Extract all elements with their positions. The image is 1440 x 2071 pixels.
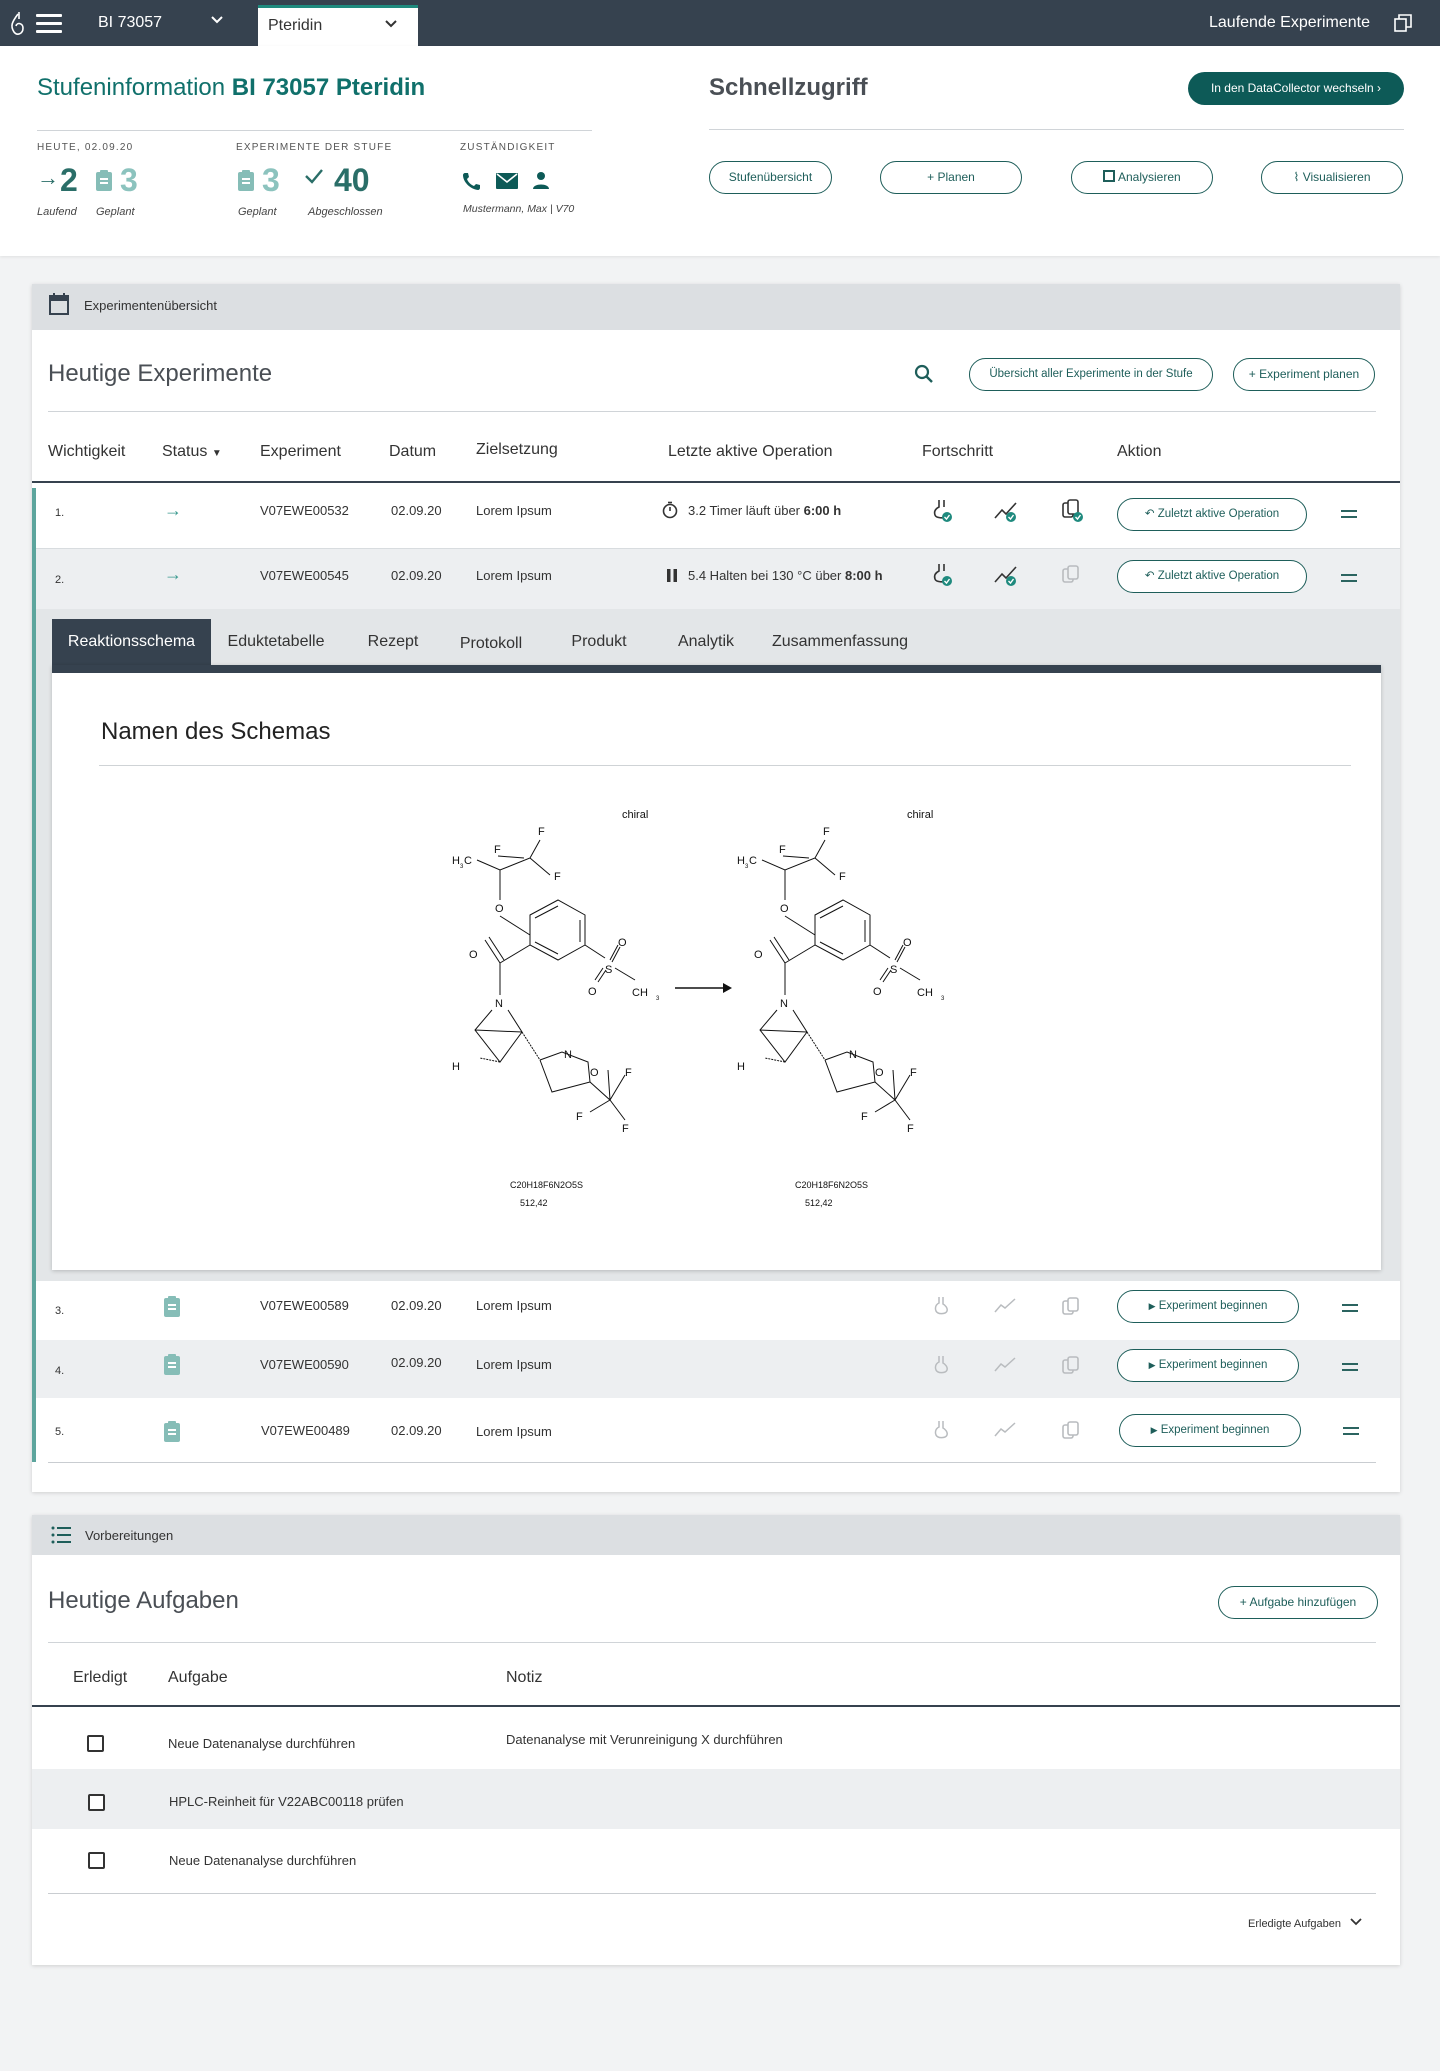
svg-text:S: S — [605, 964, 613, 976]
header-rule — [32, 481, 1400, 483]
status-running-icon: → — [164, 564, 182, 584]
stage-done-count: 40 — [334, 162, 370, 198]
divider — [99, 765, 1351, 766]
col-header-done[interactable]: Erledigt — [73, 1669, 128, 1686]
tab-educt-table[interactable]: Eduktetabelle — [227, 633, 325, 650]
svg-text:chiral: chiral — [622, 809, 649, 821]
svg-text:O: O — [754, 949, 763, 961]
experiment-id[interactable]: V07EWE00590 — [260, 1357, 349, 1372]
svg-text:C: C — [464, 855, 472, 867]
flask-done-icon — [932, 562, 954, 593]
planned-label: Geplant — [96, 206, 135, 218]
product-structure — [737, 809, 945, 1208]
svg-text:chiral: chiral — [907, 809, 934, 821]
divider — [48, 1893, 1376, 1894]
svg-text:O: O — [469, 949, 478, 961]
arrow-right-icon: → — [37, 165, 59, 190]
chart-icon: ⌇ — [1293, 170, 1300, 184]
svg-text:C: C — [749, 855, 757, 867]
experiment-date: 02.09.20 — [391, 1423, 442, 1438]
col-header-last-operation[interactable]: Letzte aktive Operation — [668, 443, 833, 460]
svg-text:3: 3 — [460, 864, 464, 870]
chevron-down-icon[interactable] — [210, 12, 224, 29]
svg-text:N: N — [495, 998, 503, 1010]
running-label: Laufend — [37, 206, 77, 218]
tab-rule — [52, 665, 1381, 673]
all-experiments-button[interactable]: Übersicht aller Experimente in der Stufe — [969, 358, 1213, 391]
samples-icon — [1061, 564, 1081, 589]
planned-label: Geplant — [238, 206, 277, 218]
divider — [48, 1642, 1376, 1643]
search-icon[interactable] — [914, 364, 934, 389]
reactant-structure — [452, 809, 660, 1208]
status-running-icon: → — [164, 500, 182, 520]
drag-handle-icon[interactable] — [1341, 510, 1357, 518]
experiments-title: Heutige Experimente — [48, 360, 273, 387]
start-experiment-button[interactable]: ▶ Experiment beginnen — [1117, 1290, 1299, 1323]
play-icon: ▶ — [1150, 1425, 1158, 1435]
svg-text:F: F — [494, 844, 501, 856]
col-header-status[interactable]: Status ▼ — [162, 443, 222, 460]
analyze-button[interactable]: Analysieren — [1071, 161, 1213, 194]
visualize-button[interactable]: ⌇ Visualisieren — [1261, 161, 1403, 194]
task-note: Datenanalyse mit Verunreinigung X durchführen — [506, 1732, 783, 1747]
tab-analytics[interactable]: Analytik — [677, 633, 735, 650]
flask-done-icon — [932, 498, 954, 529]
chevron-down-icon — [384, 16, 398, 33]
svg-text:F: F — [910, 1067, 917, 1079]
col-header-action[interactable]: Aktion — [1117, 443, 1162, 460]
svg-text:3: 3 — [941, 996, 945, 1002]
menu-icon[interactable] — [36, 14, 62, 34]
list-icon — [51, 1526, 71, 1549]
svg-text:F: F — [839, 871, 846, 883]
svg-text:512,42: 512,42 — [520, 1198, 548, 1208]
svg-text:N: N — [780, 998, 788, 1010]
status-planned-icon — [164, 1356, 180, 1375]
chart-icon — [994, 1298, 1016, 1319]
experiment-goal: Lorem Ipsum — [476, 1298, 552, 1313]
task-text: HPLC-Reinheit für V22ABC00118 prüfen — [169, 1794, 404, 1809]
task-checkbox[interactable] — [87, 1735, 104, 1752]
svg-text:F: F — [907, 1123, 914, 1135]
svg-text:H: H — [737, 855, 745, 867]
planned-count: 3 — [120, 162, 138, 198]
app-logo-icon — [8, 10, 28, 38]
completed-tasks-toggle[interactable]: Erledigte Aufgaben — [1248, 1917, 1362, 1930]
svg-text:H: H — [452, 855, 460, 867]
start-experiment-button[interactable]: ▶ Experiment beginnen — [1119, 1414, 1301, 1447]
task-checkbox[interactable] — [88, 1852, 105, 1869]
chevron-right-icon: › — [1377, 81, 1382, 95]
check-icon — [304, 168, 324, 189]
flask-icon — [934, 1355, 950, 1380]
experiment-id[interactable]: V07EWE00532 — [260, 503, 349, 518]
svg-text:CH: CH — [917, 987, 933, 999]
row-rank: 2. — [55, 574, 65, 586]
chevron-down-icon — [1350, 1918, 1362, 1930]
person-icon[interactable] — [532, 171, 550, 194]
svg-text:3: 3 — [656, 996, 660, 1002]
start-experiment-button[interactable]: ▶ Experiment beginnen — [1117, 1349, 1299, 1382]
experiment-id[interactable]: V07EWE00589 — [260, 1298, 349, 1313]
experiment-id[interactable]: V07EWE00489 — [261, 1423, 350, 1438]
experiment-date: 02.09.20 — [391, 503, 442, 518]
svg-text:H: H — [737, 1061, 745, 1073]
reaction-scheme — [440, 800, 960, 1220]
clipboard-icon — [238, 172, 254, 191]
responsibility-label: ZUSTÄNDIGKEIT — [460, 142, 556, 153]
windows-icon[interactable] — [1394, 14, 1412, 32]
divider — [709, 129, 1404, 130]
reply-icon: ↶ — [1144, 508, 1155, 520]
chart-icon — [994, 1357, 1016, 1378]
svg-text:512,42: 512,42 — [805, 1198, 833, 1208]
plan-button[interactable]: + Planen — [880, 161, 1022, 194]
chart-icon — [994, 1422, 1016, 1443]
running-experiments-link[interactable]: Laufende Experimente — [1209, 14, 1370, 31]
chart-done-icon — [994, 564, 1020, 593]
svg-text:F: F — [622, 1123, 629, 1135]
play-icon: ▶ — [1148, 1301, 1156, 1311]
divider — [48, 411, 1376, 412]
col-header-progress[interactable]: Fortschritt — [922, 443, 994, 460]
svg-text:O: O — [873, 986, 882, 998]
experiment-id[interactable]: V07EWE00545 — [260, 568, 349, 583]
reaction-arrow — [675, 983, 732, 993]
today-label: HEUTE, 02.09.20 — [37, 142, 134, 153]
phone-icon[interactable] — [461, 172, 481, 195]
calendar-icon — [49, 293, 69, 320]
experiment-goal: Lorem Ipsum — [476, 503, 552, 518]
last-operation-button[interactable]: ↶ Zuletzt aktive Operation — [1117, 498, 1307, 531]
col-header-task[interactable]: Aufgabe — [168, 1669, 228, 1686]
drag-handle-icon[interactable] — [1342, 1363, 1358, 1371]
plan-experiment-button[interactable]: + Experiment planen — [1233, 358, 1375, 391]
svg-text:S: S — [890, 964, 898, 976]
timer-icon — [662, 501, 678, 524]
analyze-icon — [1103, 170, 1115, 182]
row-rank: 1. — [55, 507, 65, 519]
stage-select-value: Pteridin — [268, 17, 323, 34]
status-planned-icon — [164, 1423, 180, 1442]
svg-text:F: F — [576, 1111, 583, 1123]
page-title: Stufeninformation BI 73057 Pteridin — [37, 74, 426, 101]
svg-text:F: F — [625, 1067, 632, 1079]
task-text: Neue Datenanalyse durchführen — [169, 1853, 357, 1868]
running-count: 2 — [60, 162, 78, 198]
samples-icon — [1061, 1420, 1081, 1445]
tab-protocol[interactable]: Protokoll — [459, 635, 523, 652]
stage-overview-button[interactable]: Stufenübersicht — [709, 161, 832, 194]
tab-summary[interactable]: Zusammenfassung — [771, 633, 909, 650]
clipboard-icon — [96, 172, 112, 191]
drag-handle-icon[interactable] — [1343, 1427, 1359, 1435]
pause-icon — [666, 569, 678, 587]
tab-product[interactable]: Produkt — [571, 633, 627, 650]
responsible-person: Mustermann, Max | V70 — [463, 203, 575, 215]
row-rank: 3. — [55, 1305, 65, 1317]
flask-icon — [934, 1420, 950, 1445]
drag-handle-icon[interactable] — [1342, 1304, 1358, 1312]
samples-done-icon — [1061, 498, 1085, 529]
last-operation: 5.4 Halten bei 130 °C über 8:00 h — [688, 568, 883, 583]
svg-text:F: F — [538, 826, 545, 838]
tab-recipe[interactable]: Rezept — [367, 633, 419, 650]
tasks-panel-header — [32, 1515, 1400, 1555]
reply-icon: ↶ — [1144, 570, 1155, 582]
task-text: Neue Datenanalyse durchführen — [168, 1736, 356, 1751]
experiment-goal: Lorem Ipsum — [476, 1424, 552, 1439]
row-rank: 4. — [55, 1365, 65, 1377]
drag-handle-icon[interactable] — [1341, 574, 1357, 582]
sort-down-icon: ▼ — [211, 448, 222, 459]
top-bar — [0, 0, 1440, 46]
plus-icon: + — [1239, 1595, 1247, 1609]
last-operation-button[interactable]: ↶ Zuletzt aktive Operation — [1117, 560, 1307, 593]
experiment-goal: Lorem Ipsum — [476, 568, 552, 583]
svg-text:O: O — [903, 937, 912, 949]
play-icon: ▶ — [1148, 1360, 1156, 1370]
svg-text:O: O — [875, 1067, 884, 1079]
stage-planned-count: 3 — [262, 162, 280, 198]
experiment-date: 02.09.20 — [391, 568, 442, 583]
tasks-panel-label: Vorbereitungen — [85, 1528, 174, 1543]
svg-text:3: 3 — [745, 864, 749, 870]
col-header-goal[interactable]: Zielsetzung — [476, 441, 558, 458]
svg-text:CH: CH — [632, 987, 648, 999]
samples-icon — [1061, 1355, 1081, 1380]
svg-text:C20H18F6N2O5S: C20H18F6N2O5S — [510, 1180, 584, 1190]
svg-text:O: O — [590, 1067, 599, 1079]
svg-text:O: O — [588, 986, 597, 998]
schema-title: Namen des Schemas — [101, 718, 331, 745]
svg-text:O: O — [780, 903, 789, 915]
experiment-date: 02.09.20 — [391, 1355, 442, 1370]
svg-text:O: O — [495, 903, 504, 915]
svg-text:H: H — [452, 1061, 460, 1073]
experiment-goal: Lorem Ipsum — [476, 1357, 552, 1372]
stage-experiments-label: EXPERIMENTE DER STUFE — [236, 142, 393, 153]
svg-text:F: F — [823, 826, 830, 838]
task-checkbox[interactable] — [88, 1794, 105, 1811]
status-planned-icon — [164, 1298, 180, 1317]
experiment-date: 02.09.20 — [391, 1298, 442, 1313]
experiments-panel-header — [32, 284, 1400, 330]
datacollector-button[interactable]: In den DataCollector wechseln › — [1188, 72, 1404, 105]
experiments-panel-label: Experimentenübersicht — [84, 298, 217, 313]
plus-icon: + — [1248, 367, 1256, 381]
divider — [48, 1462, 1376, 1463]
done-label: Abgeschlossen — [308, 206, 383, 218]
svg-text:F: F — [554, 871, 561, 883]
stage-select[interactable] — [258, 5, 418, 46]
add-task-button[interactable]: + Aufgabe hinzufügen — [1218, 1586, 1378, 1619]
col-header-priority[interactable]: Wichtigkeit — [48, 443, 126, 460]
svg-text:N: N — [564, 1049, 572, 1061]
chart-done-icon — [994, 500, 1020, 529]
last-operation: 3.2 Timer läuft über 6:00 h — [688, 503, 842, 518]
tab-reaction-scheme[interactable]: Reaktionsschema — [52, 619, 211, 665]
col-header-note[interactable]: Notiz — [506, 1669, 543, 1686]
svg-text:F: F — [861, 1111, 868, 1123]
project-select[interactable]: BI 73057 — [98, 14, 163, 31]
divider — [37, 130, 592, 131]
mail-icon[interactable] — [496, 173, 518, 194]
plus-icon: + — [927, 170, 935, 184]
col-header-date[interactable]: Datum — [389, 443, 437, 460]
flask-icon — [934, 1296, 950, 1321]
svg-text:O: O — [618, 937, 627, 949]
svg-text:C20H18F6N2O5S: C20H18F6N2O5S — [795, 1180, 869, 1190]
svg-text:N: N — [849, 1049, 857, 1061]
svg-text:F: F — [779, 844, 786, 856]
samples-icon — [1061, 1296, 1081, 1321]
quick-access-title: Schnellzugriff — [709, 74, 868, 101]
row-rank: 5. — [55, 1426, 65, 1438]
col-header-experiment[interactable]: Experiment — [260, 443, 341, 460]
tasks-title: Heutige Aufgaben — [48, 1587, 239, 1614]
